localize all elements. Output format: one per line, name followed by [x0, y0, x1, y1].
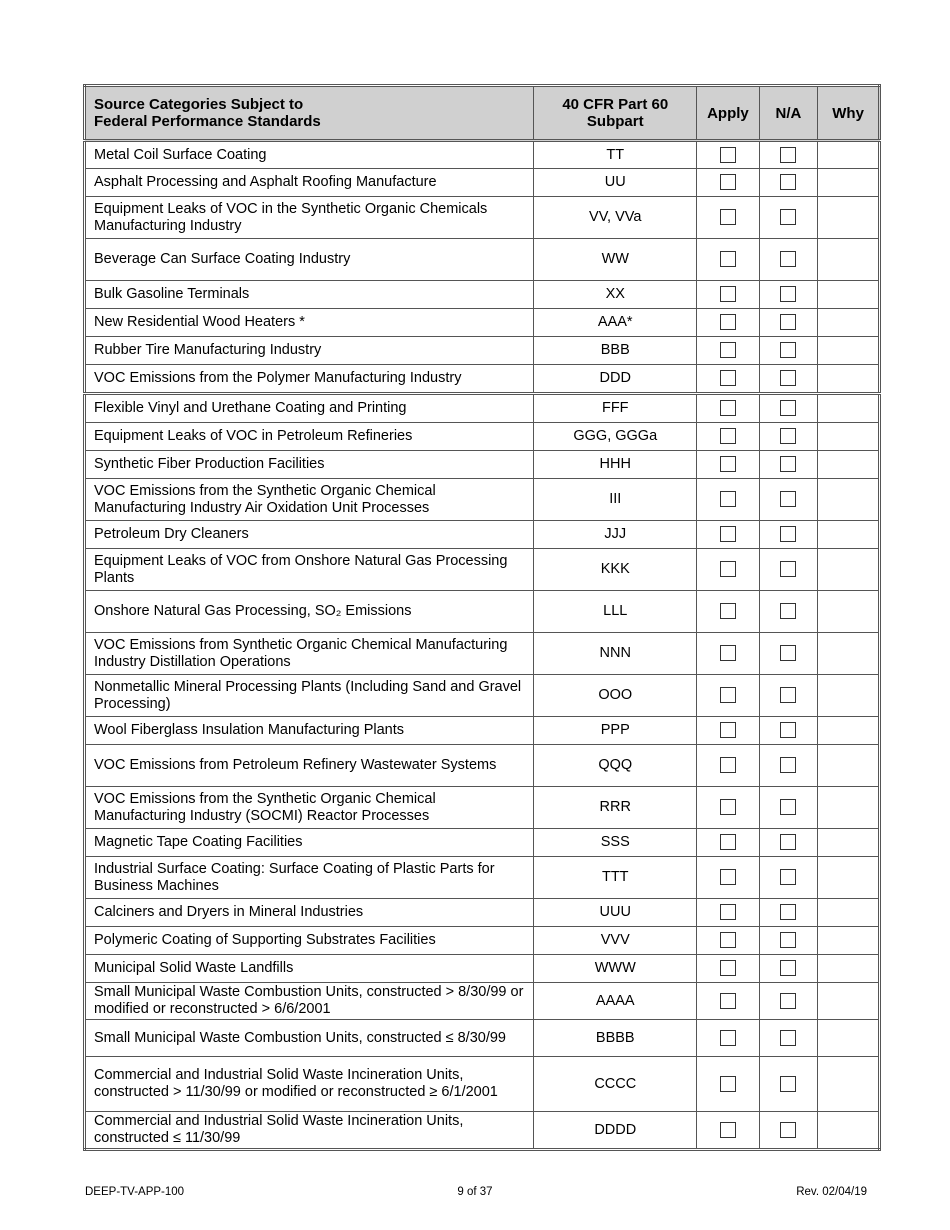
subpart-cell: GGG, GGGa — [534, 423, 697, 451]
source-category-cell: Rubber Tire Manufacturing Industry — [85, 337, 534, 365]
apply-checkbox[interactable] — [720, 209, 736, 225]
na-checkbox[interactable] — [780, 960, 796, 976]
na-checkbox[interactable] — [780, 993, 796, 1009]
na-checkbox[interactable] — [780, 428, 796, 444]
apply-checkbox[interactable] — [720, 993, 736, 1009]
apply-cell — [697, 633, 759, 675]
na-cell — [759, 521, 818, 549]
table-body — [85, 141, 880, 1150]
na-checkbox[interactable] — [780, 603, 796, 619]
apply-cell — [697, 983, 759, 1020]
why-input-cell[interactable] — [818, 857, 880, 899]
subpart-cell: TT — [534, 141, 697, 169]
subpart-cell: TTT — [534, 857, 697, 899]
apply-checkbox[interactable] — [720, 603, 736, 619]
subpart-cell: WWW — [534, 955, 697, 983]
source-category-cell: Small Municipal Waste Combustion Units, constructed ≤ 8/30/99 — [85, 1020, 534, 1057]
table-row — [85, 423, 880, 451]
why-input-cell[interactable] — [818, 337, 880, 365]
source-category-cell: Synthetic Fiber Production Facilities — [85, 451, 534, 479]
na-cell — [759, 141, 818, 169]
apply-cell — [697, 337, 759, 365]
why-input-cell[interactable] — [818, 281, 880, 309]
why-input-cell[interactable] — [818, 633, 880, 675]
subpart-cell: VV, VVa — [534, 197, 697, 239]
subpart-cell: DDDD — [534, 1112, 697, 1150]
subpart-cell: III — [534, 479, 697, 521]
why-input-cell[interactable] — [818, 927, 880, 955]
source-category-cell: Commercial and Industrial Solid Waste Incineration Units, constructed > 11/30/99 or modified or reconstructed ≥ 6/1/2001 — [85, 1057, 534, 1112]
source-category-cell: Onshore Natural Gas Processing, SO₂ Emissions — [85, 591, 534, 633]
table-row — [85, 983, 880, 1020]
apply-cell — [697, 899, 759, 927]
source-category-cell: Equipment Leaks of VOC in the Synthetic Organic Chemicals Manufacturing Industry — [85, 197, 534, 239]
apply-checkbox[interactable] — [720, 251, 736, 267]
subpart-cell: BBBB — [534, 1020, 697, 1057]
subpart-cell: NNN — [534, 633, 697, 675]
why-input-cell[interactable] — [818, 423, 880, 451]
header-apply: Apply — [697, 86, 759, 141]
na-checkbox[interactable] — [780, 932, 796, 948]
table-row — [85, 1112, 880, 1150]
source-category-cell: Municipal Solid Waste Landfills — [85, 955, 534, 983]
footer-doc-id: DEEP-TV-APP-100 — [85, 1186, 185, 1198]
table-row — [85, 549, 880, 591]
source-category-cell: Polymeric Coating of Supporting Substrates Facilities — [85, 927, 534, 955]
why-input-cell[interactable] — [818, 365, 880, 394]
apply-checkbox[interactable] — [720, 904, 736, 920]
source-category-cell: Magnetic Tape Coating Facilities — [85, 829, 534, 857]
table-row — [85, 141, 880, 169]
table-row — [85, 197, 880, 239]
apply-cell — [697, 829, 759, 857]
why-input-cell[interactable] — [818, 239, 880, 281]
table-row — [85, 281, 880, 309]
apply-checkbox[interactable] — [720, 1076, 736, 1092]
subpart-cell: WW — [534, 239, 697, 281]
source-category-cell: VOC Emissions from Petroleum Refinery Wastewater Systems — [85, 745, 534, 787]
subpart-cell: BBB — [534, 337, 697, 365]
apply-checkbox[interactable] — [720, 342, 736, 358]
apply-cell — [697, 141, 759, 169]
why-input-cell[interactable] — [818, 829, 880, 857]
header-category-line1: Source Categories Subject to — [94, 96, 304, 113]
na-checkbox[interactable] — [780, 147, 796, 163]
why-input-cell[interactable] — [818, 451, 880, 479]
why-input-cell[interactable] — [818, 521, 880, 549]
source-category-cell: Beverage Can Surface Coating Industry — [85, 239, 534, 281]
why-input-cell[interactable] — [818, 1057, 880, 1112]
subpart-cell: XX — [534, 281, 697, 309]
why-input-cell[interactable] — [818, 197, 880, 239]
na-checkbox[interactable] — [780, 869, 796, 885]
apply-checkbox[interactable] — [720, 370, 736, 386]
apply-cell — [697, 394, 759, 423]
apply-cell — [697, 955, 759, 983]
na-cell — [759, 549, 818, 591]
na-cell — [759, 423, 818, 451]
na-checkbox[interactable] — [780, 286, 796, 302]
table-row — [85, 899, 880, 927]
why-input-cell[interactable] — [818, 717, 880, 745]
na-cell — [759, 394, 818, 423]
apply-checkbox[interactable] — [720, 1030, 736, 1046]
apply-checkbox[interactable] — [720, 428, 736, 444]
header-na: N/A — [759, 86, 818, 141]
subpart-cell: QQQ — [534, 745, 697, 787]
table-row — [85, 169, 880, 197]
apply-cell — [697, 169, 759, 197]
subpart-cell: AAAA — [534, 983, 697, 1020]
header-category-line2: Federal Performance Standards — [94, 113, 321, 130]
source-category-cell: Equipment Leaks of VOC in Petroleum Refineries — [85, 423, 534, 451]
subpart-cell: PPP — [534, 717, 697, 745]
table-row — [85, 1057, 880, 1112]
apply-cell — [697, 281, 759, 309]
na-cell — [759, 281, 818, 309]
subpart-cell: LLL — [534, 591, 697, 633]
table-row — [85, 675, 880, 717]
why-input-cell[interactable] — [818, 899, 880, 927]
source-category-cell: Commercial and Industrial Solid Waste Incineration Units, constructed ≤ 11/30/99 — [85, 1112, 534, 1150]
apply-checkbox[interactable] — [720, 314, 736, 330]
apply-cell — [697, 549, 759, 591]
apply-cell — [697, 423, 759, 451]
na-cell — [759, 337, 818, 365]
na-cell — [759, 857, 818, 899]
why-input-cell[interactable] — [818, 675, 880, 717]
apply-cell — [697, 857, 759, 899]
source-category-cell: Petroleum Dry Cleaners — [85, 521, 534, 549]
na-cell — [759, 239, 818, 281]
source-category-cell: Equipment Leaks of VOC from Onshore Natural Gas Processing Plants — [85, 549, 534, 591]
source-category-cell: Metal Coil Surface Coating — [85, 141, 534, 169]
na-cell — [759, 983, 818, 1020]
apply-cell — [697, 365, 759, 394]
subpart-cell: UUU — [534, 899, 697, 927]
na-checkbox[interactable] — [780, 491, 796, 507]
subpart-cell: JJJ — [534, 521, 697, 549]
apply-cell — [697, 1057, 759, 1112]
subpart-cell: FFF — [534, 394, 697, 423]
apply-cell — [697, 675, 759, 717]
subpart-cell: RRR — [534, 787, 697, 829]
table-row — [85, 927, 880, 955]
na-cell — [759, 1020, 818, 1057]
apply-checkbox[interactable] — [720, 722, 736, 738]
source-category-cell: Asphalt Processing and Asphalt Roofing Manufacture — [85, 169, 534, 197]
source-category-cell: Flexible Vinyl and Urethane Coating and Printing — [85, 394, 534, 423]
na-checkbox[interactable] — [780, 370, 796, 386]
why-input-cell[interactable] — [818, 983, 880, 1020]
source-category-cell: Wool Fiberglass Insulation Manufacturing Plants — [85, 717, 534, 745]
header-subpart-line2: Subpart — [586, 113, 644, 130]
subpart-cell: VVV — [534, 927, 697, 955]
apply-checkbox[interactable] — [720, 491, 736, 507]
why-input-cell[interactable] — [818, 549, 880, 591]
subpart-cell: UU — [534, 169, 697, 197]
na-cell — [759, 745, 818, 787]
table-row — [85, 787, 880, 829]
source-category-cell: New Residential Wood Heaters * — [85, 309, 534, 337]
na-checkbox[interactable] — [780, 799, 796, 815]
apply-checkbox[interactable] — [720, 561, 736, 577]
na-checkbox[interactable] — [780, 456, 796, 472]
table-row — [85, 451, 880, 479]
na-cell — [759, 1112, 818, 1150]
source-category-cell: VOC Emissions from Synthetic Organic Chemical Manufacturing Industry Distillation Operations — [85, 633, 534, 675]
na-checkbox[interactable] — [780, 526, 796, 542]
table-row — [85, 745, 880, 787]
apply-cell — [697, 927, 759, 955]
why-input-cell[interactable] — [818, 394, 880, 423]
na-cell — [759, 197, 818, 239]
na-checkbox[interactable] — [780, 1122, 796, 1138]
subpart-cell: AAA* — [534, 309, 697, 337]
apply-checkbox[interactable] — [720, 645, 736, 661]
table-row — [85, 479, 880, 521]
table-row — [85, 591, 880, 633]
na-cell — [759, 927, 818, 955]
apply-checkbox[interactable] — [720, 687, 736, 703]
apply-cell — [697, 521, 759, 549]
table-row — [85, 717, 880, 745]
why-input-cell[interactable] — [818, 745, 880, 787]
na-checkbox[interactable] — [780, 834, 796, 850]
apply-cell — [697, 197, 759, 239]
na-cell — [759, 1057, 818, 1112]
subpart-cell: SSS — [534, 829, 697, 857]
na-cell — [759, 479, 818, 521]
na-cell — [759, 955, 818, 983]
source-category-cell: Industrial Surface Coating: Surface Coating of Plastic Parts for Business Machines — [85, 857, 534, 899]
apply-checkbox[interactable] — [720, 757, 736, 773]
apply-checkbox[interactable] — [720, 400, 736, 416]
apply-cell — [697, 309, 759, 337]
why-input-cell[interactable] — [818, 787, 880, 829]
na-checkbox[interactable] — [780, 174, 796, 190]
subpart-cell: KKK — [534, 549, 697, 591]
na-cell — [759, 169, 818, 197]
footer-revision: Rev. 02/04/19 — [796, 1186, 867, 1198]
na-cell — [759, 309, 818, 337]
why-input-cell[interactable] — [818, 1020, 880, 1057]
na-cell — [759, 829, 818, 857]
na-checkbox[interactable] — [780, 251, 796, 267]
na-checkbox[interactable] — [780, 561, 796, 577]
why-input-cell[interactable] — [818, 309, 880, 337]
why-input-cell[interactable] — [818, 591, 880, 633]
apply-checkbox[interactable] — [720, 799, 736, 815]
na-checkbox[interactable] — [780, 645, 796, 661]
table-row — [85, 521, 880, 549]
table-row — [85, 1020, 880, 1057]
source-category-cell: VOC Emissions from the Polymer Manufacturing Industry — [85, 365, 534, 394]
table-header-row — [85, 86, 880, 141]
na-cell — [759, 899, 818, 927]
na-checkbox[interactable] — [780, 722, 796, 738]
apply-cell — [697, 745, 759, 787]
apply-checkbox[interactable] — [720, 526, 736, 542]
why-input-cell[interactable] — [818, 1112, 880, 1150]
header-subpart — [534, 86, 697, 141]
apply-checkbox[interactable] — [720, 834, 736, 850]
apply-checkbox[interactable] — [720, 174, 736, 190]
na-cell — [759, 365, 818, 394]
why-input-cell[interactable] — [818, 141, 880, 169]
subpart-cell: HHH — [534, 451, 697, 479]
table-row — [85, 365, 880, 394]
table-row — [85, 337, 880, 365]
source-category-cell: VOC Emissions from the Synthetic Organic Chemical Manufacturing Industry Air Oxidation Unit Processes — [85, 479, 534, 521]
apply-cell — [697, 1020, 759, 1057]
table-row — [85, 955, 880, 983]
header-why: Why — [818, 86, 880, 141]
na-checkbox[interactable] — [780, 757, 796, 773]
na-checkbox[interactable] — [780, 904, 796, 920]
apply-cell — [697, 717, 759, 745]
table-row — [85, 857, 880, 899]
source-category-cell: Nonmetallic Mineral Processing Plants (Including Sand and Gravel Processing) — [85, 675, 534, 717]
apply-checkbox[interactable] — [720, 456, 736, 472]
source-category-cell: Bulk Gasoline Terminals — [85, 281, 534, 309]
na-cell — [759, 633, 818, 675]
why-input-cell[interactable] — [818, 479, 880, 521]
na-cell — [759, 675, 818, 717]
header-source-categories — [85, 86, 534, 141]
na-cell — [759, 717, 818, 745]
na-cell — [759, 591, 818, 633]
na-checkbox[interactable] — [780, 209, 796, 225]
footer-page-number: 9 of 37 — [457, 1186, 493, 1198]
apply-cell — [697, 479, 759, 521]
why-input-cell[interactable] — [818, 169, 880, 197]
apply-cell — [697, 787, 759, 829]
na-cell — [759, 451, 818, 479]
na-checkbox[interactable] — [780, 1076, 796, 1092]
na-cell — [759, 787, 818, 829]
table-row — [85, 829, 880, 857]
apply-cell — [697, 591, 759, 633]
source-category-cell: Small Municipal Waste Combustion Units, constructed > 8/30/99 or modified or reconstructed > 6/6/2001 — [85, 983, 534, 1020]
subpart-cell: DDD — [534, 365, 697, 394]
apply-checkbox[interactable] — [720, 932, 736, 948]
subpart-cell: CCCC — [534, 1057, 697, 1112]
table-row — [85, 633, 880, 675]
apply-cell — [697, 1112, 759, 1150]
na-checkbox[interactable] — [780, 1030, 796, 1046]
why-input-cell[interactable] — [818, 955, 880, 983]
apply-cell — [697, 239, 759, 281]
apply-checkbox[interactable] — [720, 286, 736, 302]
na-checkbox[interactable] — [780, 400, 796, 416]
table-row — [85, 309, 880, 337]
apply-cell — [697, 451, 759, 479]
na-checkbox[interactable] — [780, 314, 796, 330]
apply-checkbox[interactable] — [720, 960, 736, 976]
source-categories-table — [83, 84, 881, 1151]
apply-checkbox[interactable] — [720, 869, 736, 885]
table-row — [85, 239, 880, 281]
na-checkbox[interactable] — [780, 342, 796, 358]
na-checkbox[interactable] — [780, 687, 796, 703]
source-category-cell: VOC Emissions from the Synthetic Organic Chemical Manufacturing Industry (SOCMI) Reactor Processes — [85, 787, 534, 829]
subpart-cell: OOO — [534, 675, 697, 717]
table-row — [85, 394, 880, 423]
source-category-cell: Calciners and Dryers in Mineral Industries — [85, 899, 534, 927]
header-subpart-line1: 40 CFR Part 60 — [562, 96, 669, 113]
apply-checkbox[interactable] — [720, 1122, 736, 1138]
apply-checkbox[interactable] — [720, 147, 736, 163]
